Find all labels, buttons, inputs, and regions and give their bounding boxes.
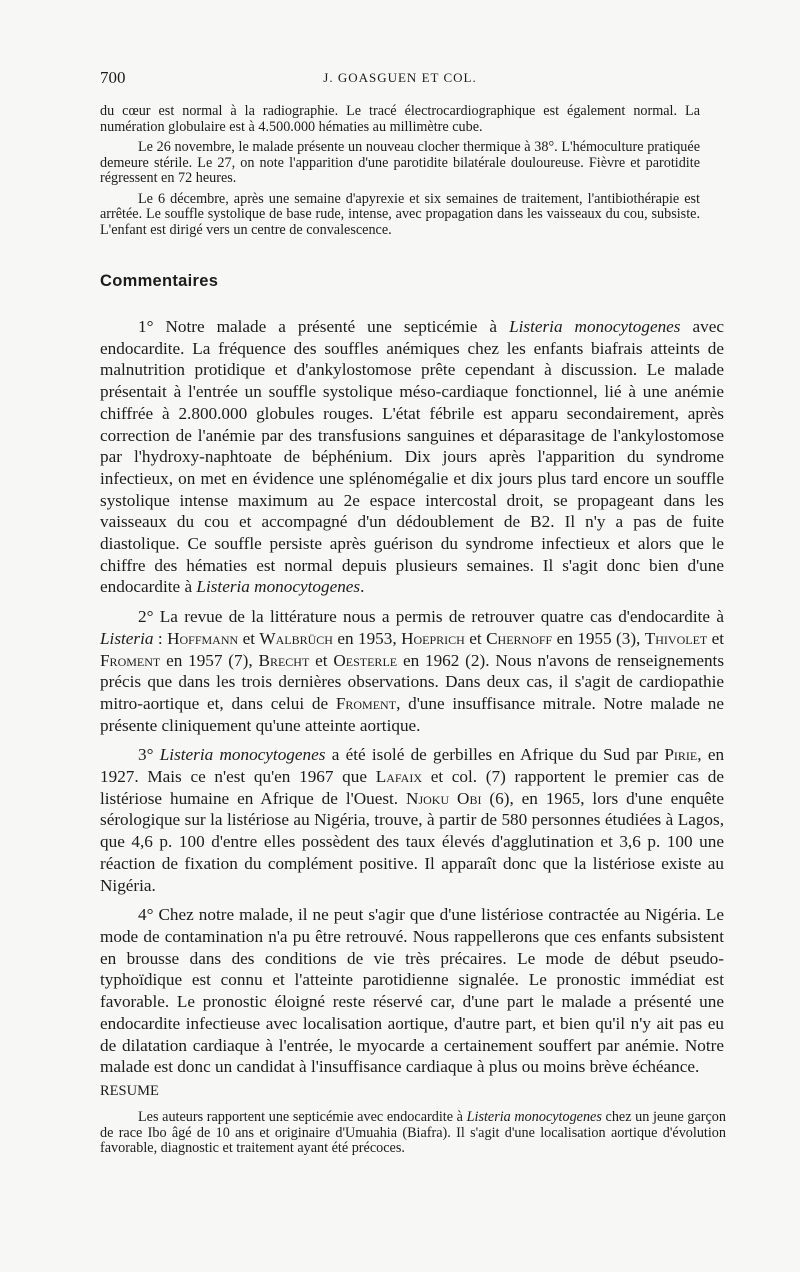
comment-4: 4° Chez notre malade, il ne peut s'agir que d'une listériose contractée au Nigéria. Le mode de contamination n'a pu être retrouvé. Nous rappellerons que ces enfants subsistent en brousse dans des conditions de vie très précaires. Le mode de début pseudo-typhoïdique est connu et l'atteinte parotidienne signalée. Le pronostic immédiat est favorable. Le pronostic éloigné reste réservé car, d'une part le malade a présenté une endocardite infectieuse avec localisation aortique, d'autre part, et bien qu'il n'y ait pas eu de dilatation cardiaque à l'entrée, le myocarde a certainement souffert par anémie. Notre malade est donc un candidat à l'insuffisance cardiaque à plus ou moins brève échéance. [100, 905, 724, 1077]
resume-text: chez un jeune garçon de race Ibo âgé de 10 ans et originaire d'Umuahia (Biafra). Il s'agit d'une localisation aortique d'évolution favorable, diagnostic et traitement ayant été précoces. [100, 1109, 726, 1156]
page-number: 700 [100, 68, 126, 87]
comment-2-text: et [711, 628, 725, 648]
author-name: Froment [100, 650, 161, 670]
page-header [100, 68, 700, 90]
comment-2-text: en 1962 (2). Nous n'avons de renseignements précis que dans les trois dernières observations. Dans deux cas, il s'agit de cardiopathie mitro-aortique et, dans celui de [100, 650, 725, 713]
comment-2-text: et [315, 650, 328, 670]
species-name: Listeria monocytogenes [159, 745, 326, 765]
comment-2-text: , d'une insuffisance mitrale. Notre malade ne présente cliniquement qu'une atteinte aortique. [100, 693, 724, 735]
species-name: Listeria monocytogenes [466, 1109, 602, 1125]
comment-3-text: 3° [138, 745, 154, 765]
species-name: Listeria monocytogenes [509, 317, 681, 336]
resume-title: RESUME [100, 1083, 159, 1099]
comment-3-text: et col. (7) rapportent le premier cas de listériose humaine en Afrique de l'Ouest. [100, 767, 724, 808]
comment-2-text: en 1957 (7), [166, 650, 253, 670]
comment-2-text: : [157, 628, 163, 648]
author-name: Hoeprich [401, 628, 465, 648]
comment-1-text: avec endocardite. La fréquence des souffles anémiques chez les enfants biafrais atteints de malnutrition protidique et d'ankylostomose prête cependant à discussion. Le malade présentait à l'entrée un souffle systolique méso-cardiaque fonctionnel, lié à une anémie chiffrée à 2.800.000 globules rouges. L'état fébrile est apparu secondairement, après correction de l'anémie par des transfusions sanguines et déparasitage de l'ankylostomose par l'hydroxy-naphtoate de béphénium. Dix jours après l'apparition du syndrome infectieux, on met en évidence une splénomégalie et dix jours plus tard encore un souffle systolique intense maximum au 2e espace intercostal droit, se propageant dans les vaisseaux du cou et accompagné d'un dédoublement de B2. Il n'y a pas de fuite diastolique. Ce souffle persiste après guérison du syndrome infectieux et alors que le chiffre des hématies est normal depuis plusieurs semaines. Il s'agit donc bien d'une endocardite à [100, 317, 724, 597]
commentaires-body [100, 316, 724, 1086]
resume-body [100, 1110, 726, 1157]
author-name: Lafaix [375, 767, 422, 787]
author-name: Oesterle [333, 650, 398, 670]
comment-3-text: a été isolé de gerbilles en Afrique du Sud par [331, 745, 659, 765]
comment-1-lead: 1° Notre malade a présenté une septicémie à [138, 317, 498, 336]
comment-2-text: 2° La revue de la littérature nous a permis de retrouver quatre cas d'endocardite à [138, 607, 724, 627]
case-continuation [100, 104, 700, 243]
comment-2-text: et [469, 628, 482, 648]
author-name: Walbrüch [259, 628, 333, 648]
author-name: Njoku Obi [406, 788, 482, 808]
species-name: Listeria monocytogenes [196, 577, 361, 597]
intro-paragraph-2: Le 26 novembre, le malade présente un nouveau clocher thermique à 38°. L'hémoculture pratiquée demeure stérile. Le 27, on note l'apparition d'une parotidite bilatérale douloureuse. Fièvre et parotidite régressent en 72 heures. [100, 139, 700, 186]
comment-2-text: en 1953, [337, 628, 397, 648]
author-name: Hoffmann [167, 628, 239, 648]
comment-2-text: en 1955 (3), [556, 628, 641, 648]
comment-1-end: . [360, 577, 365, 597]
section-title: Commentaires [100, 272, 219, 290]
intro-paragraph-3: Le 6 décembre, après une semaine d'apyrexie et six semaines de traitement, l'antibiothérapie est arrêtée. Le souffle systolique de base rude, intense, avec propagation dans les vaisseaux du cou, subsiste. L'enfant est dirigé vers un centre de convalescence. [100, 190, 700, 238]
author-name: Brecht [258, 650, 310, 670]
comment-3 [100, 744, 724, 896]
species-name: Listeria [100, 628, 154, 648]
comment-3-text: , en 1927. Mais ce n'est qu'en 1967 que [100, 745, 725, 787]
author-name: Thivolet [644, 628, 708, 648]
resume-text: Les auteurs rapportent une septicémie avec endocardite à [138, 1109, 463, 1125]
comment-2-text: et [242, 628, 255, 648]
running-head: J. GOASGUEN ET COL. [323, 70, 477, 85]
author-name: Froment [335, 693, 397, 713]
comment-3-text: (6), en 1965, lors d'une enquête sérologique sur la listériose au Nigéria, trouve, à partir de 580 personnes étudiées à Lagos, que 4,6 p. 100 d'entre elles possèdent des taux élevés d'agglutination et 3,6 p. 100 une réaction de fixation du complément positive. Il apparaît donc que la listériose existe au Nigéria. [100, 788, 725, 895]
comment-1 [100, 316, 724, 598]
author-name: Pirie [664, 745, 698, 765]
author-name: Chernoff [486, 628, 553, 648]
comment-2 [100, 606, 724, 736]
resume-paragraph [100, 1110, 726, 1157]
intro-paragraph-1: du cœur est normal à la radiographie. Le tracé électrocardiographique est également normal. La numération globulaire est à 4.500.000 hématies au millimètre cube. [100, 103, 700, 135]
